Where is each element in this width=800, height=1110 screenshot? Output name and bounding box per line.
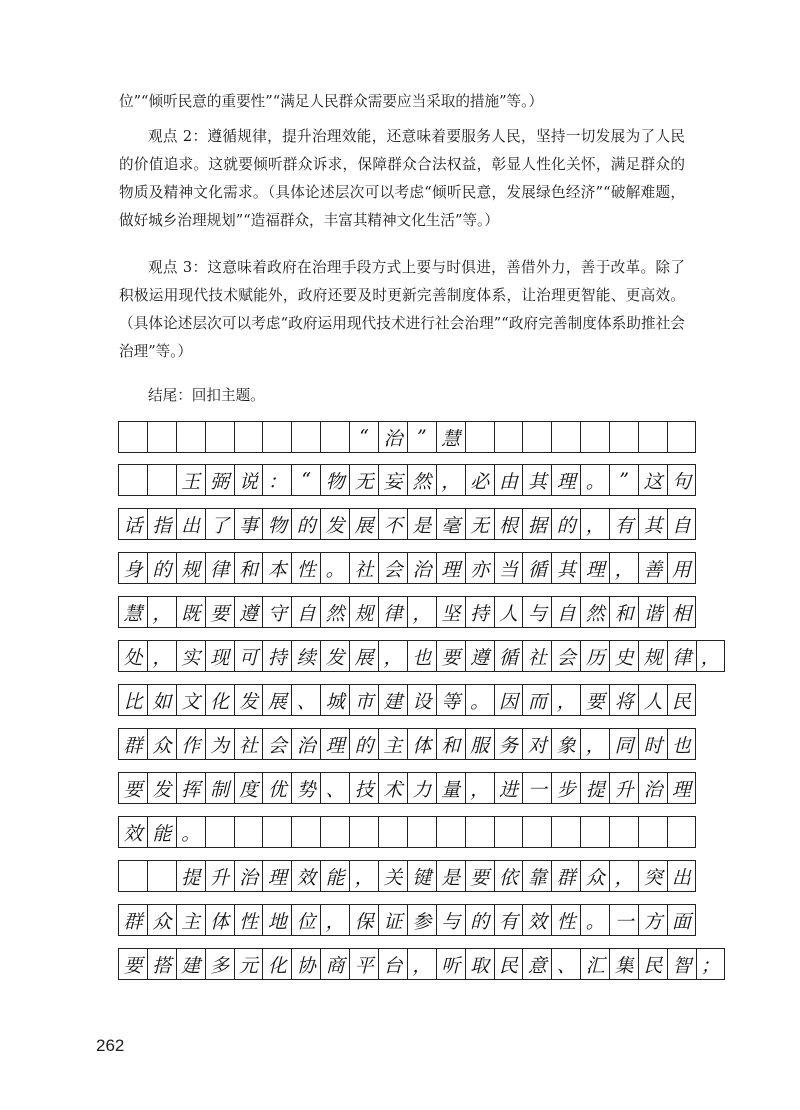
grid-cell: ： <box>262 464 291 496</box>
grid-cell: 有 <box>494 904 523 936</box>
grid-cell <box>118 860 147 892</box>
grid-cell <box>522 421 551 453</box>
grid-row <box>118 508 696 540</box>
grid-cell: ， <box>436 464 465 496</box>
grid-cell: 慧 <box>118 596 147 628</box>
grid-cell: 根 <box>494 508 523 540</box>
grid-cell: 无 <box>465 508 494 540</box>
grid-cell: ， <box>147 596 176 628</box>
grid-cell: 要 <box>118 948 147 980</box>
grid-cell: 象 <box>551 728 580 760</box>
grid-cell <box>349 816 378 848</box>
grid-cell: 、 <box>551 948 580 980</box>
grid-cell: 突 <box>638 860 667 892</box>
grid-cell: 展 <box>262 684 291 716</box>
grid-cell: 民 <box>638 948 667 980</box>
grid-cell: 实 <box>176 640 205 672</box>
grid-cell: 为 <box>205 728 234 760</box>
grid-cell: 是 <box>436 860 465 892</box>
grid-row <box>118 816 696 848</box>
grid-cell: 规 <box>349 596 378 628</box>
grid-cell: ， <box>320 904 349 936</box>
grid-cell: 性 <box>234 904 263 936</box>
grid-cell: 群 <box>118 728 147 760</box>
grid-cell: 持 <box>465 596 494 628</box>
grid-cell: 将 <box>609 684 638 716</box>
grid-row <box>118 464 696 496</box>
grid-cell: 量 <box>436 772 465 804</box>
grid-cell: 设 <box>407 684 436 716</box>
grid-cell: 善 <box>638 552 667 584</box>
grid-cell <box>205 421 234 453</box>
grid-cell <box>291 816 320 848</box>
grid-cell: 城 <box>320 684 349 716</box>
grid-row <box>118 552 696 584</box>
grid-cell: 势 <box>291 772 320 804</box>
grid-cell <box>436 816 465 848</box>
grid-cell: 一 <box>522 772 551 804</box>
grid-cell: 保 <box>349 904 378 936</box>
grid-cell: 社 <box>349 552 378 584</box>
grid-cell: 社 <box>234 728 263 760</box>
grid-cell <box>465 816 494 848</box>
grid-cell: ， <box>551 684 580 716</box>
grid-cell: 力 <box>407 772 436 804</box>
grid-cell: 出 <box>667 860 696 892</box>
grid-cell: 规 <box>638 640 667 672</box>
grid-cell: 搭 <box>147 948 176 980</box>
grid-cell: 比 <box>118 684 147 716</box>
grid-cell: 说 <box>234 464 263 496</box>
grid-cell: 治 <box>638 772 667 804</box>
grid-cell: 。 <box>320 552 349 584</box>
grid-cell: 循 <box>494 640 523 672</box>
grid-cell: ， <box>378 640 407 672</box>
grid-cell <box>320 421 349 453</box>
grid-cell: 处 <box>118 640 147 672</box>
grid-cell: 要 <box>436 640 465 672</box>
grid-cell: 的 <box>291 508 320 540</box>
grid-cell: 位 <box>291 904 320 936</box>
grid-cell: 如 <box>147 684 176 716</box>
grid-cell: ； <box>696 948 725 980</box>
grid-cell: 展 <box>349 640 378 672</box>
grid-cell: 不 <box>378 508 407 540</box>
grid-cell: 的 <box>147 552 176 584</box>
grid-cell: 务 <box>494 728 523 760</box>
paragraph-viewpoint-2: 观点 2：遵循规律，提升治理效能，还意味着要服务人民，坚持一切发展为了人民的价值追求。这就要倾听群众诉求，保障群众合法权益，彰显人性化关怀，满足群众的物质及精神文化需求。（具体论述层次可以考虑“倾听民意，发展绿色经济”“破解难题，做好城乡治理规划”“造福群众，丰富其精神文化生活”等。） <box>119 128 685 229</box>
grid-cell <box>378 816 407 848</box>
grid-row <box>118 948 725 980</box>
grid-cell: 建 <box>176 948 205 980</box>
grid-cell: 治 <box>234 860 263 892</box>
grid-cell: 协 <box>291 948 320 980</box>
grid-cell: 物 <box>320 464 349 496</box>
grid-cell: 社 <box>522 640 551 672</box>
grid-cell: 台 <box>378 948 407 980</box>
grid-cell: 发 <box>320 508 349 540</box>
grid-cell: 律 <box>378 596 407 628</box>
grid-cell: 既 <box>176 596 205 628</box>
grid-row <box>118 904 696 936</box>
grid-cell: 文 <box>176 684 205 716</box>
grid-row <box>118 728 696 760</box>
grid-cell: 自 <box>667 508 696 540</box>
grid-cell: ， <box>580 508 609 540</box>
grid-cell: “ <box>349 421 378 453</box>
grid-cell: 而 <box>522 684 551 716</box>
grid-row <box>118 421 696 453</box>
grid-cell: 面 <box>667 904 696 936</box>
grid-cell: 律 <box>667 640 696 672</box>
grid-cell: 意 <box>522 948 551 980</box>
grid-cell: 同 <box>609 728 638 760</box>
grid-cell: 王 <box>176 464 205 496</box>
paragraph-viewpoint-3: 观点 3：这意味着政府在治理手段方式上要与时俱进，善借外力，善于改革。除了积极运用现代技术赋能外，政府还要及时更新完善制度体系，让治理更智能、更高效。（具体论述层次可以考虑“政府运用现代技术进行社会治理”“政府完善制度体系助推社会治理”等。） <box>119 259 685 360</box>
grid-cell: 平 <box>349 948 378 980</box>
grid-cell: 的 <box>349 728 378 760</box>
grid-cell: 民 <box>667 684 696 716</box>
grid-cell <box>609 816 638 848</box>
grid-cell: 本 <box>262 552 291 584</box>
grid-cell: 提 <box>176 860 205 892</box>
grid-cell: 自 <box>551 596 580 628</box>
grid-cell: 持 <box>262 640 291 672</box>
grid-cell: ， <box>407 596 436 628</box>
grid-cell: 升 <box>609 772 638 804</box>
grid-row <box>118 596 696 628</box>
grid-cell: 用 <box>667 552 696 584</box>
grid-cell: 建 <box>378 684 407 716</box>
grid-cell: 要 <box>118 772 147 804</box>
grid-cell: 人 <box>494 596 523 628</box>
grid-cell: 会 <box>262 728 291 760</box>
grid-cell: 能 <box>320 860 349 892</box>
grid-cell: 体 <box>407 728 436 760</box>
grid-cell: ” <box>407 421 436 453</box>
grid-cell: 技 <box>349 772 378 804</box>
grid-cell: 参 <box>407 904 436 936</box>
grid-cell: 效 <box>291 860 320 892</box>
grid-cell: 要 <box>580 684 609 716</box>
grid-cell: 理 <box>436 552 465 584</box>
grid-cell: 物 <box>262 508 291 540</box>
grid-cell: 妄 <box>378 464 407 496</box>
grid-cell: 理 <box>580 552 609 584</box>
grid-cell: 挥 <box>176 772 205 804</box>
grid-cell: 其 <box>638 508 667 540</box>
grid-cell <box>147 421 176 453</box>
grid-cell: 展 <box>349 508 378 540</box>
grid-cell: ， <box>349 860 378 892</box>
grid-row <box>118 684 696 716</box>
grid-cell: 众 <box>580 860 609 892</box>
grid-cell: 发 <box>234 684 263 716</box>
grid-cell: ， <box>609 552 638 584</box>
grid-cell: 了 <box>205 508 234 540</box>
grid-cell: 。 <box>176 816 205 848</box>
grid-cell: 毫 <box>436 508 465 540</box>
grid-cell: 证 <box>378 904 407 936</box>
page-number: 262 <box>96 1036 125 1055</box>
grid-cell <box>609 421 638 453</box>
grid-cell: 民 <box>494 948 523 980</box>
grid-cell <box>147 464 176 496</box>
grid-cell <box>551 421 580 453</box>
grid-cell: 对 <box>522 728 551 760</box>
grid-cell: 多 <box>205 948 234 980</box>
grid-cell: 必 <box>465 464 494 496</box>
grid-cell: 守 <box>262 596 291 628</box>
grid-cell: 坚 <box>436 596 465 628</box>
grid-cell: 度 <box>234 772 263 804</box>
grid-cell: 关 <box>378 860 407 892</box>
grid-cell <box>494 816 523 848</box>
grid-cell <box>494 421 523 453</box>
grid-cell: 群 <box>551 860 580 892</box>
grid-cell: 元 <box>234 948 263 980</box>
grid-cell: 发 <box>320 640 349 672</box>
grid-cell: 一 <box>609 904 638 936</box>
grid-cell <box>320 816 349 848</box>
grid-cell: 。 <box>465 684 494 716</box>
grid-row <box>118 772 696 804</box>
grid-cell: 史 <box>609 640 638 672</box>
grid-cell <box>176 421 205 453</box>
grid-cell <box>262 816 291 848</box>
grid-cell: 身 <box>118 552 147 584</box>
grid-cell: 。 <box>580 464 609 496</box>
grid-cell: 亦 <box>465 552 494 584</box>
grid-cell: 然 <box>320 596 349 628</box>
grid-cell <box>234 816 263 848</box>
grid-cell: 优 <box>262 772 291 804</box>
grid-cell: 有 <box>609 508 638 540</box>
grid-cell: 指 <box>147 508 176 540</box>
grid-row <box>118 640 725 672</box>
grid-cell: 商 <box>320 948 349 980</box>
grid-cell: 然 <box>407 464 436 496</box>
grid-cell: 也 <box>667 728 696 760</box>
grid-cell: ， <box>580 728 609 760</box>
grid-cell: 话 <box>118 508 147 540</box>
grid-cell: 汇 <box>580 948 609 980</box>
grid-cell: 出 <box>176 508 205 540</box>
grid-cell: 据 <box>522 508 551 540</box>
grid-cell <box>580 816 609 848</box>
grid-cell: 听 <box>436 948 465 980</box>
grid-cell: 能 <box>147 816 176 848</box>
grid-cell <box>638 421 667 453</box>
grid-cell: 众 <box>147 728 176 760</box>
grid-cell: 这 <box>638 464 667 496</box>
grid-cell: 治 <box>378 421 407 453</box>
grid-cell: 然 <box>580 596 609 628</box>
grid-cell: 续 <box>291 640 320 672</box>
grid-cell: 因 <box>494 684 523 716</box>
grid-cell: 句 <box>667 464 696 496</box>
grid-cell: 与 <box>522 596 551 628</box>
grid-cell: 理 <box>551 464 580 496</box>
grid-cell: 自 <box>291 596 320 628</box>
grid-cell: 服 <box>465 728 494 760</box>
grid-cell: ， <box>407 948 436 980</box>
grid-cell <box>522 816 551 848</box>
grid-cell <box>147 860 176 892</box>
grid-cell <box>551 816 580 848</box>
grid-cell: 会 <box>551 640 580 672</box>
grid-cell <box>407 816 436 848</box>
grid-cell: 方 <box>638 904 667 936</box>
grid-cell <box>205 816 234 848</box>
grid-cell: 化 <box>262 948 291 980</box>
grid-cell: 效 <box>522 904 551 936</box>
grid-cell: 理 <box>667 772 696 804</box>
grid-cell: 循 <box>522 552 551 584</box>
grid-cell: 主 <box>378 728 407 760</box>
paragraph-continuation: 位”“倾听民意的重要性”“满足人民群众需要应当采取的措施”等。） <box>119 93 544 110</box>
grid-cell: 时 <box>638 728 667 760</box>
grid-cell: 治 <box>291 728 320 760</box>
grid-cell: 要 <box>465 860 494 892</box>
grid-cell: 进 <box>494 772 523 804</box>
grid-cell <box>580 421 609 453</box>
grid-cell: 步 <box>551 772 580 804</box>
grid-cell: 化 <box>205 684 234 716</box>
grid-cell: 靠 <box>522 860 551 892</box>
grid-cell: 理 <box>320 728 349 760</box>
grid-cell <box>118 464 147 496</box>
grid-cell: 智 <box>667 948 696 980</box>
grid-cell: “ <box>291 464 320 496</box>
grid-cell: 由 <box>494 464 523 496</box>
grid-cell: 事 <box>234 508 263 540</box>
grid-cell: 是 <box>407 508 436 540</box>
grid-cell <box>638 816 667 848</box>
grid-cell: 和 <box>234 552 263 584</box>
grid-cell: 升 <box>205 860 234 892</box>
grid-cell: 无 <box>349 464 378 496</box>
grid-cell: 弼 <box>205 464 234 496</box>
grid-cell: 要 <box>205 596 234 628</box>
grid-cell: 人 <box>638 684 667 716</box>
grid-cell: 依 <box>494 860 523 892</box>
grid-cell: 。 <box>580 904 609 936</box>
grid-cell <box>465 421 494 453</box>
grid-cell: 遵 <box>465 640 494 672</box>
grid-cell: 治 <box>407 552 436 584</box>
grid-cell: 体 <box>205 904 234 936</box>
grid-cell: 的 <box>551 508 580 540</box>
grid-cell: 其 <box>551 552 580 584</box>
grid-cell: 主 <box>176 904 205 936</box>
grid-cell: 、 <box>320 772 349 804</box>
grid-cell: 性 <box>551 904 580 936</box>
grid-cell <box>291 421 320 453</box>
grid-cell: 其 <box>522 464 551 496</box>
grid-cell <box>262 421 291 453</box>
grid-cell <box>667 816 696 848</box>
grid-cell: 相 <box>667 596 696 628</box>
grid-cell: 性 <box>291 552 320 584</box>
grid-cell: 取 <box>465 948 494 980</box>
grid-cell: 现 <box>205 640 234 672</box>
grid-cell: 和 <box>609 596 638 628</box>
grid-cell: ， <box>609 860 638 892</box>
grid-cell: 效 <box>118 816 147 848</box>
grid-cell: 发 <box>147 772 176 804</box>
grid-cell: 术 <box>378 772 407 804</box>
grid-cell: 历 <box>580 640 609 672</box>
grid-cell: ， <box>465 772 494 804</box>
grid-cell <box>667 421 696 453</box>
grid-cell <box>118 421 147 453</box>
grid-cell: 和 <box>436 728 465 760</box>
grid-cell: 键 <box>407 860 436 892</box>
grid-cell: 当 <box>494 552 523 584</box>
grid-cell: 会 <box>378 552 407 584</box>
grid-cell: ， <box>696 640 725 672</box>
grid-cell: 可 <box>234 640 263 672</box>
grid-row <box>118 860 696 892</box>
grid-cell: 也 <box>407 640 436 672</box>
grid-cell: 律 <box>205 552 234 584</box>
grid-cell: 慧 <box>436 421 465 453</box>
grid-cell: 的 <box>465 904 494 936</box>
grid-cell: 作 <box>176 728 205 760</box>
grid-cell: 市 <box>349 684 378 716</box>
grid-cell: 理 <box>262 860 291 892</box>
grid-cell <box>234 421 263 453</box>
grid-cell: 、 <box>291 684 320 716</box>
grid-cell: ” <box>609 464 638 496</box>
grid-cell: 地 <box>262 904 291 936</box>
grid-cell: 众 <box>147 904 176 936</box>
grid-cell: 集 <box>609 948 638 980</box>
grid-cell: 等 <box>436 684 465 716</box>
grid-cell: 群 <box>118 904 147 936</box>
grid-cell: 提 <box>580 772 609 804</box>
grid-cell: 谐 <box>638 596 667 628</box>
paragraph-conclusion: 结尾：回扣主题。 <box>148 387 265 404</box>
grid-cell: 遵 <box>234 596 263 628</box>
grid-cell: 规 <box>176 552 205 584</box>
grid-cell: 与 <box>436 904 465 936</box>
grid-cell: 制 <box>205 772 234 804</box>
grid-cell: ， <box>147 640 176 672</box>
